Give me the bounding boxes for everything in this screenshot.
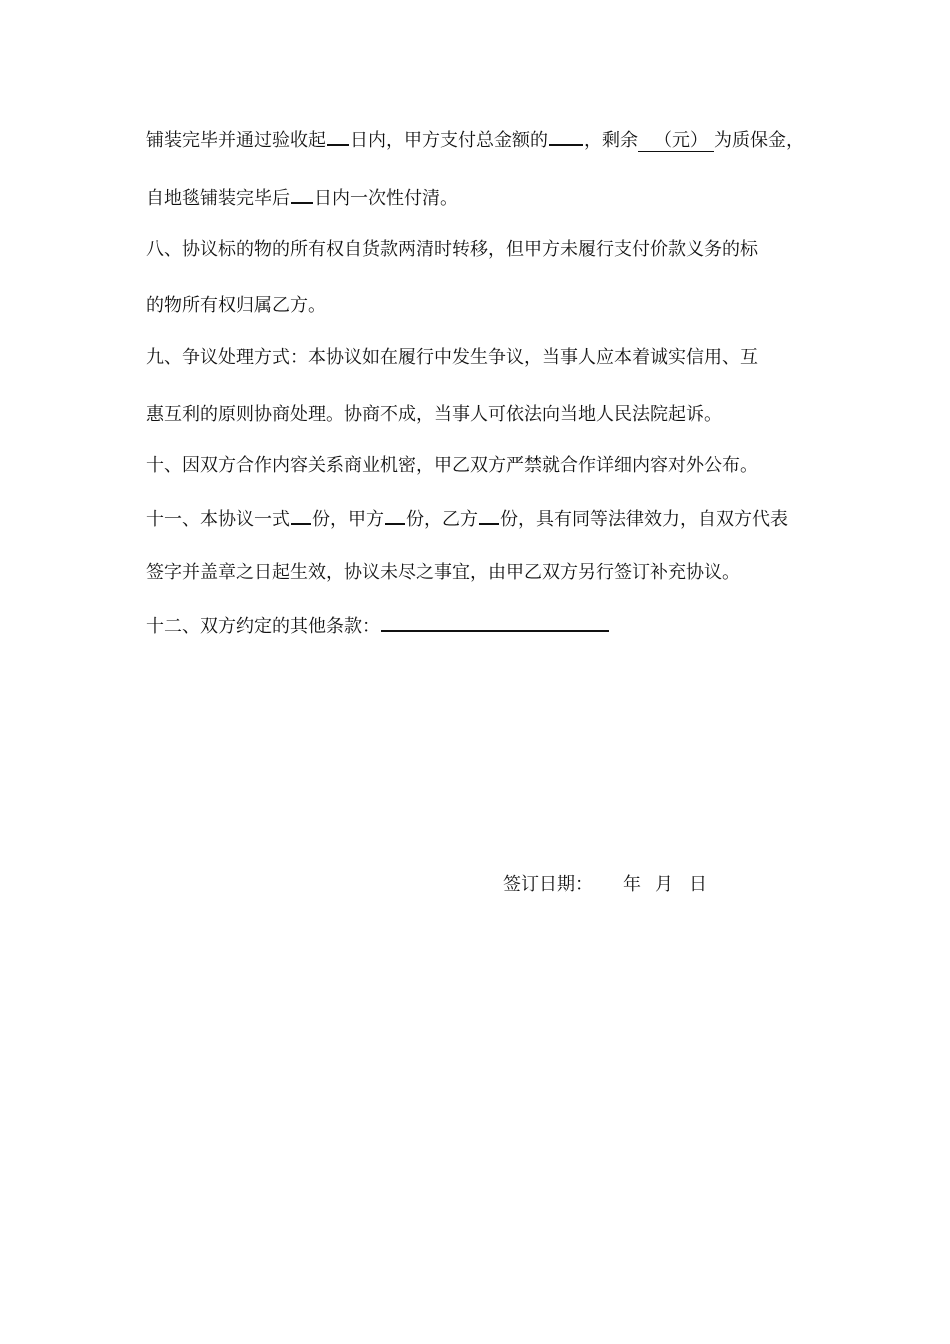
clause-9-line-2: 惠互利的原则协商处理。协商不成，当事人可依法向当地人民法院起诉。 [146,404,722,425]
clause-9-line-1: 九、争议处理方式：本协议如在履行中发生争议，当事人应本着诚实信用、互 [146,347,758,368]
text: 份，甲方 [312,509,384,530]
text: 日内一次性付清。 [314,188,458,209]
days-blank [291,184,313,204]
clause-7-line-1 [146,126,804,153]
text: 铺装完毕并通过验收起 [146,130,326,151]
party-a-copies-blank [385,505,405,525]
text: 十一、本协议一式 [146,509,290,530]
party-b-copies-blank [479,505,499,525]
clause-10: 十、因双方合作内容关系商业机密，甲乙双方严禁就合作详细内容对外公布。 [146,455,758,476]
text: ，剩余 [584,130,638,151]
signing-date [503,873,707,897]
copies-blank [291,505,311,525]
text: 自地毯铺装完毕后 [146,188,290,209]
other-terms-blank [381,612,609,632]
text: 份，具有同等法律效力，自双方代表 [500,509,788,530]
text: 日内，甲方支付总金额的 [350,130,548,151]
month-label: 月 [655,874,673,895]
clause-11-line-1 [146,505,788,532]
deposit-unit: （元） [638,130,714,152]
text: 为质保金， [714,130,804,151]
clause-8-line-1: 八、协议标的物的所有权自货款两清时转移，但甲方未履行支付价款义务的标 [146,239,758,260]
clause-8-line-2: 的物所有权归属乙方。 [146,295,326,316]
text: 十二、双方约定的其他条款： [146,616,380,637]
day-label: 日 [689,874,707,895]
amount-blank [549,126,583,146]
text: 份，乙方 [406,509,478,530]
clause-7-line-2 [146,184,458,211]
clause-12 [146,612,610,639]
clause-11-line-2: 签字并盖章之日起生效，协议未尽之事宜，由甲乙双方另行签订补充协议。 [146,562,740,583]
days-blank [327,126,349,146]
year-label: 年 [623,874,641,895]
signing-date-label: 签订日期： [503,874,593,895]
